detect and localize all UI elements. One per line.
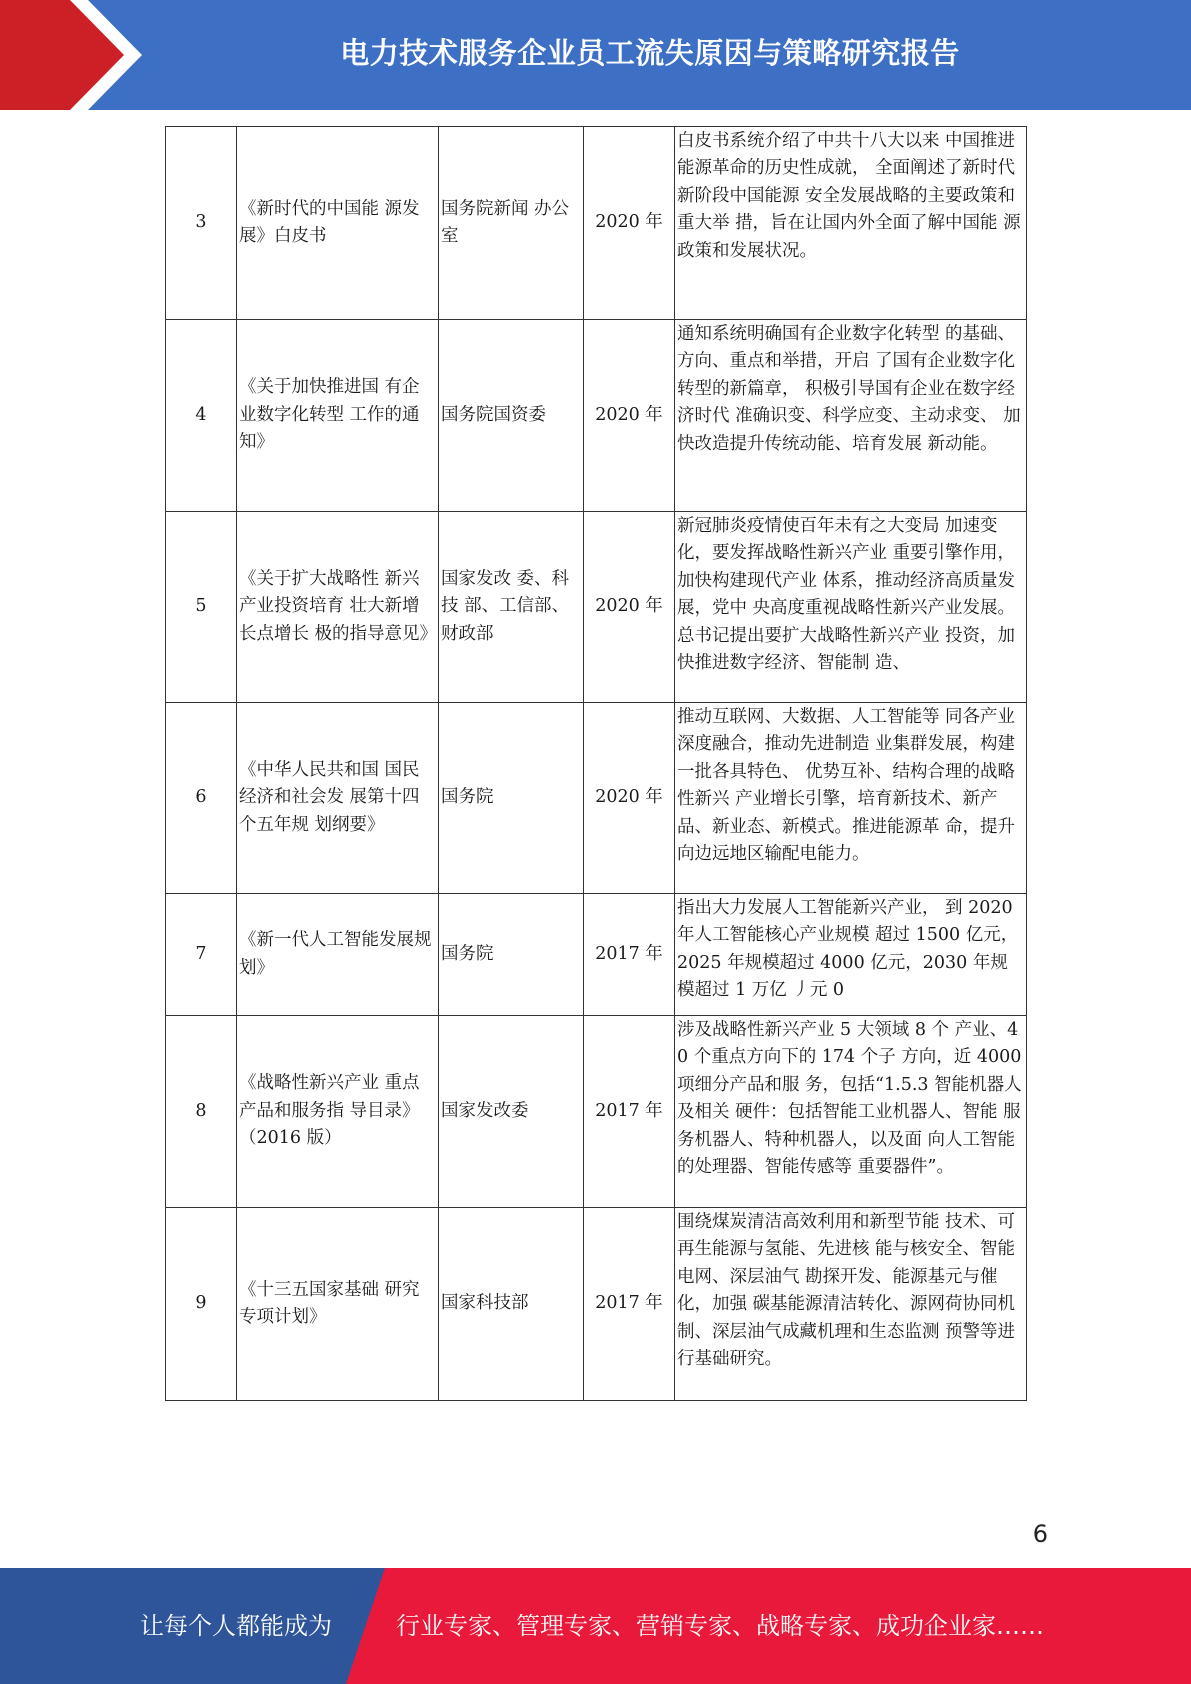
row-number: 5	[166, 512, 237, 703]
page-footer	[0, 1568, 1191, 1684]
policy-year: 2020 年	[584, 512, 675, 703]
policy-description	[675, 320, 1027, 512]
table-row	[166, 1208, 1027, 1401]
page-number: 6	[1032, 1520, 1048, 1548]
policy-year: 2017 年	[584, 894, 675, 1016]
document-title: 电力技术服务企业员工流失原因与策略研究报告	[340, 36, 960, 70]
policy-title: 《新时代的中国能 源发展》白皮书	[237, 127, 439, 320]
table-row	[166, 127, 1027, 320]
row-number: 4	[166, 320, 237, 512]
row-number: 6	[166, 703, 237, 894]
policy-description-text: 推动互联网、大数据、人工智能等 同各产业深度融合，推动先进制造 业集群发展，构建一批各具特色、 优势互补、结构合理的战略性新兴 产业增长引擎，培育新技术、新产 品、新业态、新模式。推进能源革 命，提升向边远地区输配电能力。	[677, 707, 1016, 865]
row-number: 7	[166, 894, 237, 1016]
policy-year: 2020 年	[584, 320, 675, 512]
policy-year: 2017 年	[584, 1016, 675, 1208]
policy-issuer: 国务院	[439, 894, 584, 1016]
policy-description	[675, 512, 1027, 703]
policy-description	[675, 703, 1027, 894]
policy-description-text: 新冠肺炎疫情使百年未有之大变局 加速变化，要发挥战略性新兴产业 重要引擎作用，加快构建现代产业 体系，推动经济高质量发展，党中 央高度重视战略性新兴产业发展。 总书记提出要扩大战略性新兴产业 投资，加快推进数字经济、智能制 造、	[677, 516, 1016, 674]
row-number: 8	[166, 1016, 237, 1208]
policy-title: 《十三五国家基础 研究专项计划》	[237, 1208, 439, 1401]
policy-description-text: 通知系统明确国有企业数字化转型 的基础、方向、重点和举措，开启 了国有企业数字化转型的新篇章， 积极引导国有企业在数字经济时代 准确识变、科学应变、主动求变、 加快改造提升传统动能、培育发展 新动能。	[677, 324, 1021, 454]
footer-slogan-left: 让每个人都能成为	[140, 1612, 332, 1640]
policy-title: 《关于扩大战略性 新兴产业投资培育 壮大新增长点增长 极的指导意见》	[237, 512, 439, 703]
policy-description-text: 涉及战略性新兴产业 5 大领域 8 个 产业、40 个重点方向下的 174 个子 方向，近 4000 项细分产品和服 务，包括“1.5.3 智能机器人及相关 硬件：包括智能工业机器人、智能 服务机器人、特种机器人，以及面 向人工智能的处理器、智能传感等 重要器件”。	[677, 1020, 1022, 1178]
policy-title: 《关于加快推进国 有企业数字化转型 工作的通知》	[237, 320, 439, 512]
policy-issuer: 国家发改委	[439, 1016, 584, 1208]
policy-issuer: 国家发改 委、科技 部、工信部、财政部	[439, 512, 584, 703]
policy-title: 《新一代人工智能发展规划》	[237, 894, 439, 1016]
policy-title: 《中华人民共和国 国民经济和社会发 展第十四个五年规 划纲要》	[237, 703, 439, 894]
table-row	[166, 894, 1027, 1016]
policy-description-text: 指出大力发展人工智能新兴产业， 到 2020 年人工智能核心产业规模 超过 1500 亿元，2025 年规模超过 4000 亿元，2030 年规模超过 1 万亿 丿元 0	[677, 898, 1019, 1001]
footer-slogan-right: 行业专家、管理专家、营销专家、战略专家、成功企业家……	[396, 1612, 1044, 1640]
table-row	[166, 1016, 1027, 1208]
policy-description	[675, 127, 1027, 320]
policy-year: 2020 年	[584, 703, 675, 894]
policy-description-text: 白皮书系统介绍了中共十八大以来 中国推进能源革命的历史性成就， 全面阐述了新时代新阶段中国能源 安全发展战略的主要政策和重大举 措，旨在让国内外全面了解中国能 源政策和发展状况。	[677, 131, 1021, 261]
header-arrow-decoration	[0, 0, 160, 110]
policy-description	[675, 1208, 1027, 1401]
table-row	[166, 703, 1027, 894]
policy-title: 《战略性新兴产业 重点产品和服务指 导目录》（2016 版）	[237, 1016, 439, 1208]
policy-table-container	[165, 126, 1027, 1401]
row-number: 3	[166, 127, 237, 320]
policy-issuer: 国务院国资委	[439, 320, 584, 512]
policy-description-text: 围绕煤炭清洁高效利用和新型节能 技术、可再生能源与氢能、先进核 能与核安全、智能电网、深层油气 勘探开发、能源基元与催化，加强 碳基能源清洁转化、源网荷协同机制、深层油气成藏机理和生态监测 预警等进行基础研究。	[677, 1212, 1016, 1370]
policy-description	[675, 894, 1027, 1016]
row-number: 9	[166, 1208, 237, 1401]
policy-year: 2020 年	[584, 127, 675, 320]
policy-issuer: 国务院新闻 办公室	[439, 127, 584, 320]
policy-description	[675, 1016, 1027, 1208]
policy-issuer: 国务院	[439, 703, 584, 894]
table-row	[166, 512, 1027, 703]
table-row	[166, 320, 1027, 512]
policy-year: 2017 年	[584, 1208, 675, 1401]
policy-issuer: 国家科技部	[439, 1208, 584, 1401]
page-header	[0, 0, 1191, 110]
policy-table	[165, 126, 1027, 1401]
